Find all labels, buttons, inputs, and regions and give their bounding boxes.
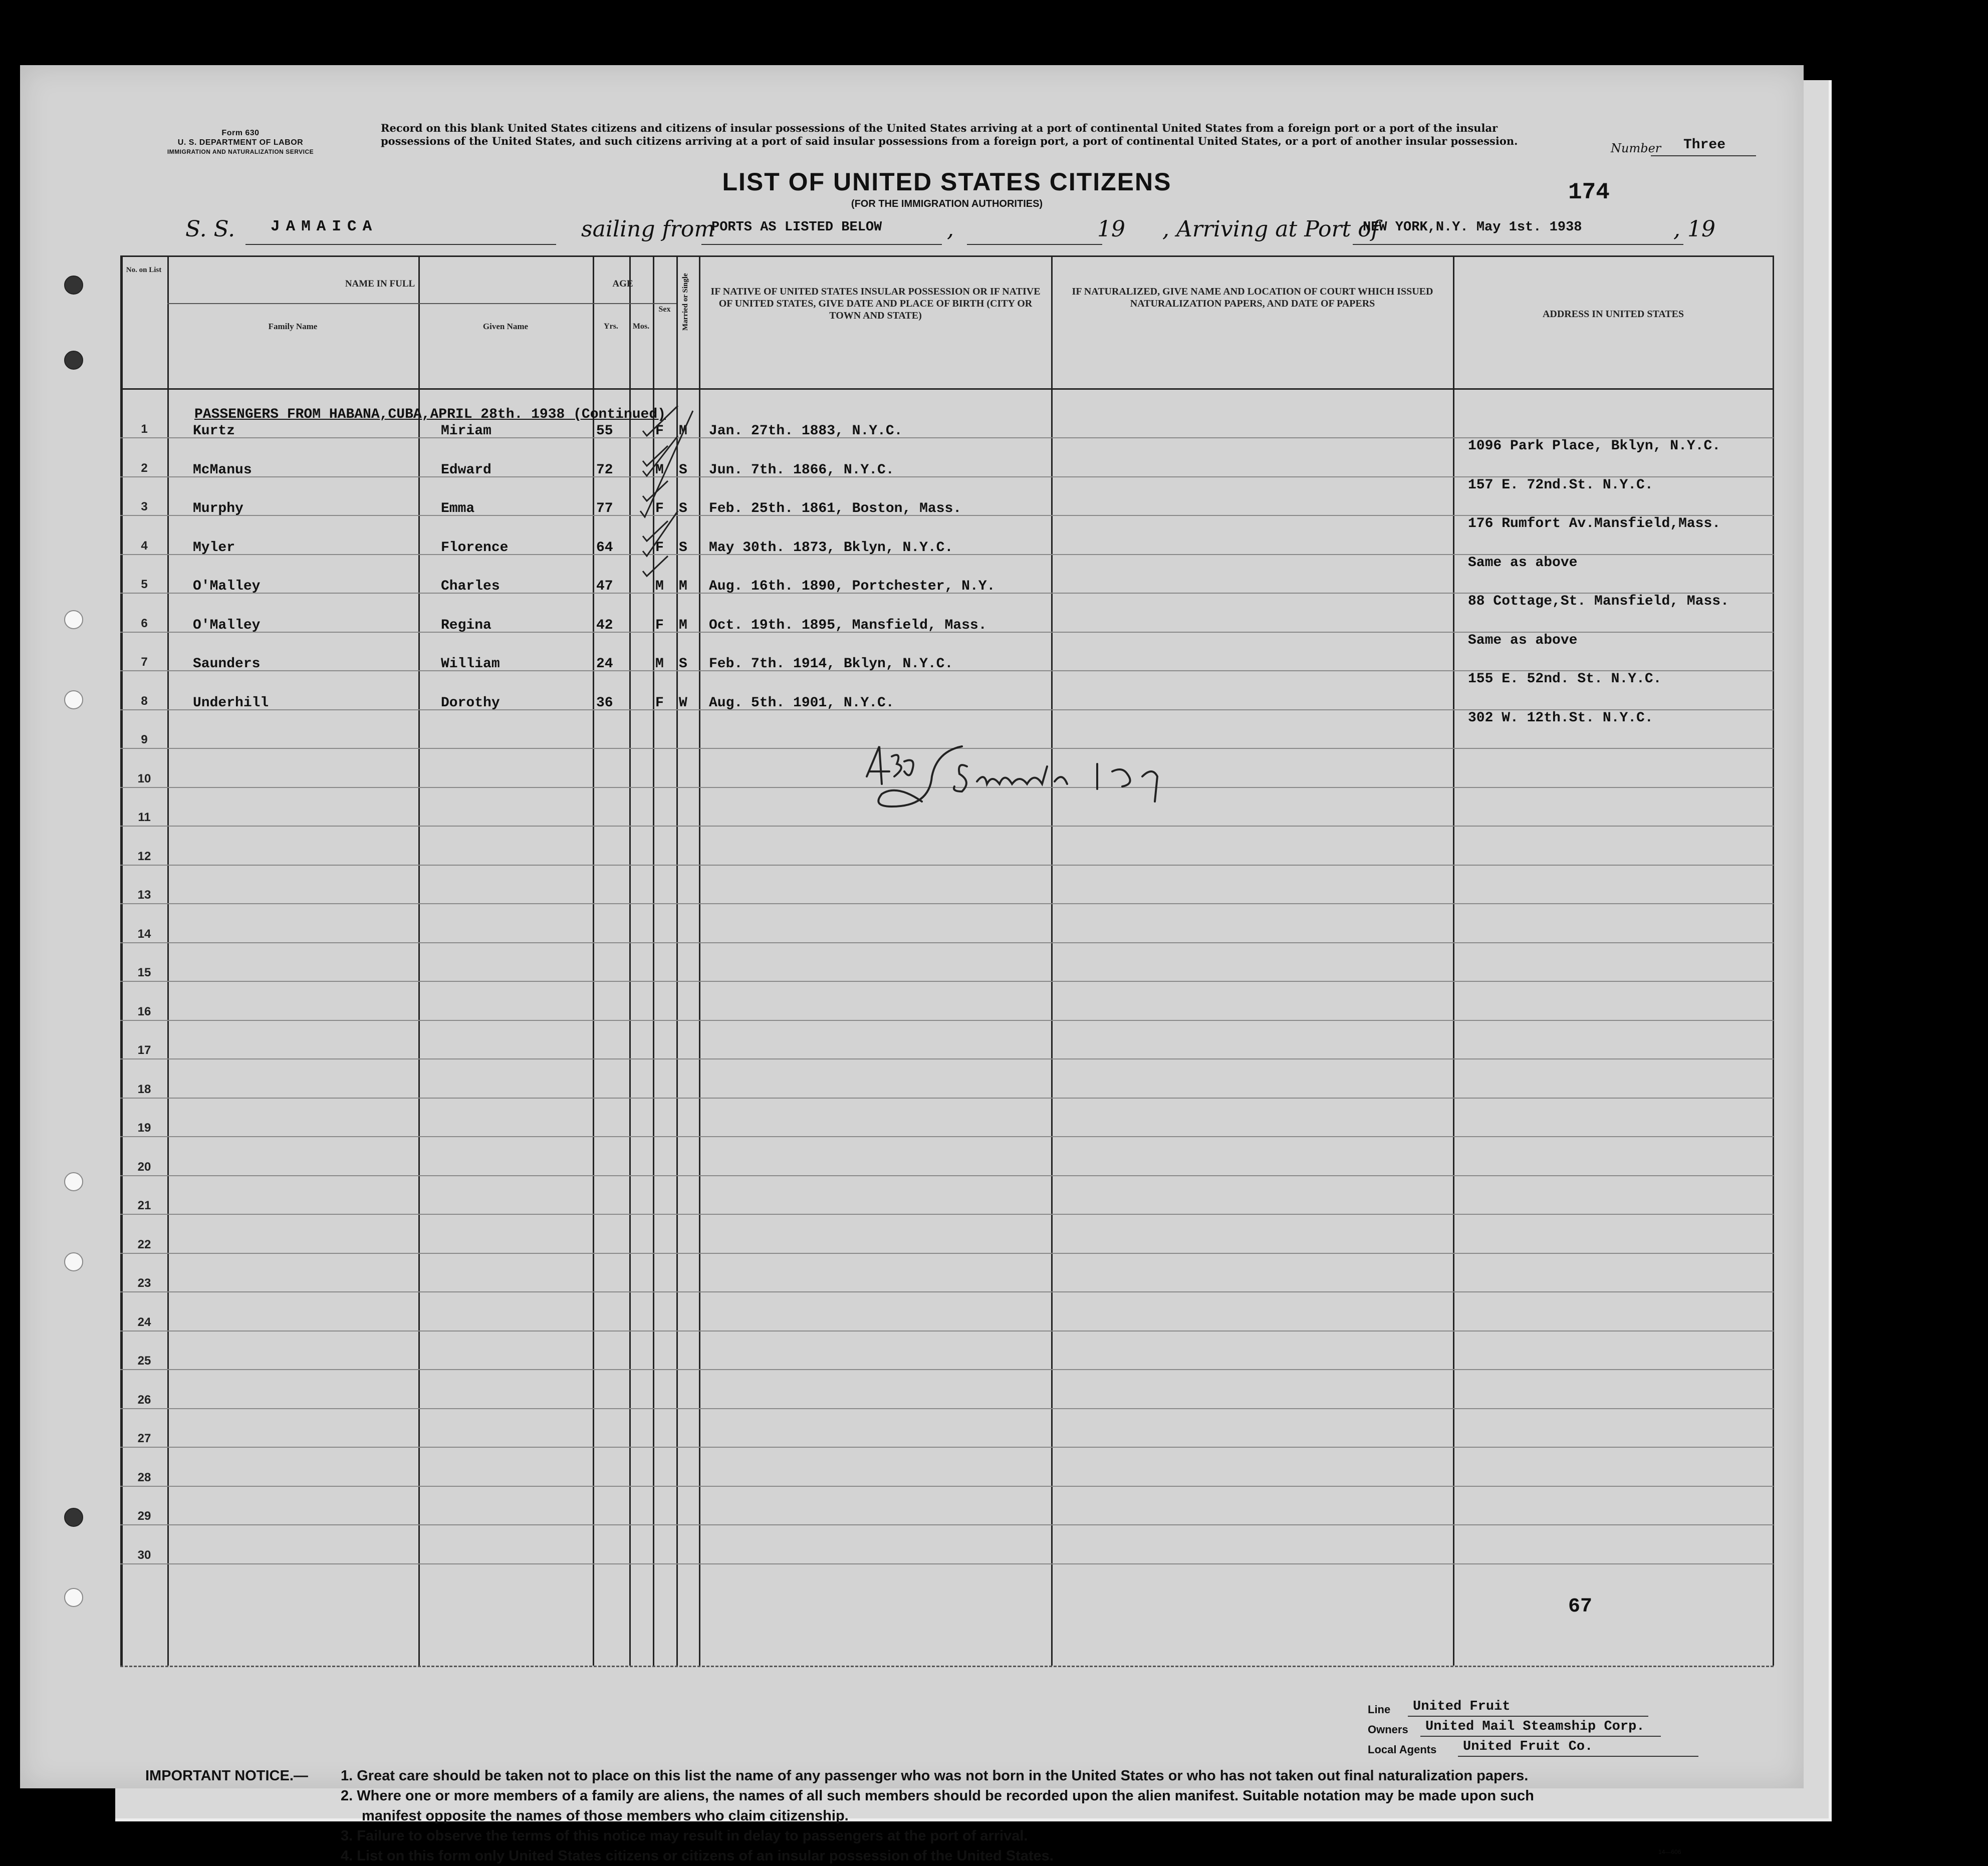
page-subtitle: (FOR THE IMMIGRATION AUTHORITIES) xyxy=(851,198,1043,209)
row-rule xyxy=(120,1020,1774,1021)
header-bottom-rule xyxy=(120,388,1774,390)
binder-hole xyxy=(64,1172,83,1191)
year-label: 19 xyxy=(1097,216,1125,242)
cell-ms: M xyxy=(679,423,687,439)
cell-family: O'Malley xyxy=(193,579,261,594)
inspector-signature xyxy=(862,736,1242,824)
cell-sex: F xyxy=(655,540,664,556)
header-rule xyxy=(167,303,676,304)
cell-given: Dorothy xyxy=(441,695,500,711)
line-label: Line xyxy=(1368,1703,1391,1716)
ship-name: JAMAICA xyxy=(271,218,378,235)
header-sex: Sex xyxy=(658,305,671,314)
cell-yrs: 64 xyxy=(596,540,613,556)
row-number: 23 xyxy=(137,1276,151,1290)
owners-label: Owners xyxy=(1368,1723,1408,1736)
department-name: U. S. DEPARTMENT OF LABOR xyxy=(177,138,304,147)
row-rule xyxy=(120,865,1774,866)
cell-birth: Aug. 16th. 1890, Portchester, N.Y. xyxy=(709,579,996,594)
binder-hole xyxy=(64,1508,83,1527)
cell-given: Regina xyxy=(441,617,491,633)
row-rule xyxy=(120,1524,1774,1525)
row-rule xyxy=(120,1447,1774,1448)
row-number: 21 xyxy=(137,1199,151,1212)
line-value: United Fruit xyxy=(1413,1699,1511,1714)
agents-underline xyxy=(1458,1756,1698,1757)
ss-prefix: S. S. xyxy=(185,216,235,242)
row-rule xyxy=(120,1136,1774,1137)
cell-yrs: 72 xyxy=(596,462,613,478)
arriving-value: NEW YORK,N.Y. May 1st. 1938 xyxy=(1363,220,1582,235)
binder-hole xyxy=(64,610,83,629)
cell-birth: May 30th. 1873, Bklyn, N.Y.C. xyxy=(709,540,953,556)
row-number: 3 xyxy=(141,500,148,513)
cell-yrs: 55 xyxy=(596,423,613,439)
cell-yrs: 24 xyxy=(596,656,613,672)
cell-birth: Jan. 27th. 1883, N.Y.C. xyxy=(709,423,903,439)
service-name: IMMIGRATION AND NATURALIZATION SERVICE xyxy=(167,148,314,155)
page-number: 174 xyxy=(1568,179,1610,205)
cell-ms: S xyxy=(679,501,687,516)
row-number: 2 xyxy=(141,461,148,475)
cell-address: 157 E. 72nd.St. N.Y.C. xyxy=(1468,477,1653,493)
cell-ms: S xyxy=(679,656,687,672)
important-notice-lead: IMPORTANT NOTICE.— xyxy=(145,1768,308,1784)
check-marks xyxy=(593,406,713,576)
passenger-table xyxy=(120,255,1774,1666)
header-birth: IF NATIVE OF UNITED STATES INSULAR POSSESSION OR IF NATIVE OF UNITED STATES, GIVE DATE AND PLACE OF BIRTH (CITY OR TOWN AND STATE) xyxy=(710,286,1041,321)
row-rule xyxy=(120,1058,1774,1059)
cell-sex: M xyxy=(655,579,664,594)
cell-address: 88 Cottage,St. Mansfield, Mass. xyxy=(1468,594,1729,609)
cell-address: 155 E. 52nd. St. N.Y.C. xyxy=(1468,671,1662,687)
section-heading: PASSENGERS FROM HABANA,CUBA,APRIL 28th. 1938 (Continued) xyxy=(194,407,666,422)
number-value: Three xyxy=(1683,137,1726,153)
cell-ms: M xyxy=(679,617,687,633)
row-rule xyxy=(120,1098,1774,1099)
footer-code: 14—606 xyxy=(1658,1848,1681,1855)
cell-address: 302 W. 12th.St. N.Y.C. xyxy=(1468,710,1653,726)
row-rule xyxy=(120,1214,1774,1215)
row-number: 8 xyxy=(141,694,148,708)
column-rule xyxy=(1773,255,1774,1666)
header-naturalized: IF NATURALIZED, GIVE NAME AND LOCATION OF COURT WHICH ISSUED NATURALIZATION PAPERS, AND DATE OF PAPERS xyxy=(1072,286,1433,309)
row-number: 24 xyxy=(137,1315,151,1329)
row-number: 12 xyxy=(137,849,151,863)
row-number: 11 xyxy=(138,811,151,824)
header-address: ADDRESS IN UNITED STATES xyxy=(1542,309,1684,320)
notice-item-2-continued: manifest opposite the names of those members who claim citizenship. xyxy=(362,1808,849,1824)
row-number: 14 xyxy=(137,927,151,941)
cell-birth: Oct. 19th. 1895, Mansfield, Mass. xyxy=(709,617,987,633)
cell-sex: F xyxy=(655,695,664,711)
cell-ms: W xyxy=(679,695,687,711)
sailing-underline xyxy=(701,244,942,245)
row-number: 19 xyxy=(137,1121,151,1135)
row-number: 9 xyxy=(141,733,148,746)
cell-family: Underhill xyxy=(193,695,269,711)
cell-given: William xyxy=(441,656,500,672)
cell-birth: Feb. 7th. 1914, Bklyn, N.Y.C. xyxy=(709,656,953,672)
header-no-on-list: No. on List xyxy=(126,266,162,274)
binder-hole xyxy=(64,351,83,370)
row-rule xyxy=(120,1175,1774,1176)
row-number: 16 xyxy=(137,1004,151,1018)
cell-yrs: 77 xyxy=(596,501,613,516)
sailing-from-label: sailing from xyxy=(581,216,715,242)
row-number: 4 xyxy=(141,539,148,553)
cell-sex: F xyxy=(655,501,664,516)
row-number: 7 xyxy=(141,655,148,669)
binder-hole xyxy=(64,276,83,295)
row-number: 27 xyxy=(137,1432,151,1445)
cell-sex: F xyxy=(655,423,664,439)
signature-scrawl xyxy=(862,736,1242,822)
row-number: 28 xyxy=(137,1470,151,1484)
cell-family: Saunders xyxy=(193,656,261,672)
page-title: LIST OF UNITED STATES CITIZENS xyxy=(722,168,1172,196)
row-rule xyxy=(120,1291,1774,1292)
column-rule xyxy=(418,255,420,1666)
row-rule xyxy=(120,826,1774,827)
row-number: 30 xyxy=(137,1548,151,1562)
row-number: 5 xyxy=(141,578,148,591)
cell-birth: Feb. 25th. 1861, Boston, Mass. xyxy=(709,501,962,516)
header-yrs: Yrs. xyxy=(604,322,618,331)
line-underline xyxy=(1408,1716,1648,1717)
cell-family: Myler xyxy=(193,540,235,556)
row-number: 29 xyxy=(137,1509,151,1523)
comma: , xyxy=(947,216,954,242)
row-rule xyxy=(120,1253,1774,1254)
binder-hole xyxy=(64,1588,83,1607)
manifest-page xyxy=(20,65,1804,1864)
row-number: 25 xyxy=(137,1354,151,1368)
cell-family: McManus xyxy=(193,462,252,478)
cell-yrs: 42 xyxy=(596,617,613,633)
cell-ms: S xyxy=(679,540,687,556)
record-notice: Record on this blank United States citizens and citizens of insular possessions of the United States arriving at a port of continental United States from a foreign port or a port of the insular possessions of the United States, and such citizens arriving at a port of said insular possessions from a foreign port, a port of continental United States, or a port of another insular possession. xyxy=(381,122,1518,147)
cell-sex: M xyxy=(655,656,664,672)
form-label xyxy=(135,128,346,157)
ship-underline xyxy=(245,244,556,245)
row-rule xyxy=(120,1369,1774,1370)
cell-address: 176 Rumfort Av.Mansfield,Mass. xyxy=(1468,516,1721,531)
number-label: Number xyxy=(1611,141,1661,155)
row-rule xyxy=(120,1563,1774,1564)
header-given-name: Given Name xyxy=(482,322,529,331)
row-number: 13 xyxy=(137,888,151,902)
row-rule xyxy=(120,981,1774,982)
notice-item-2: 2. Where one or more members of a family are aliens, the names of all such members should be recorded upon the alien manifest. Suitable notation may be made upon such xyxy=(341,1788,1534,1804)
binder-hole xyxy=(64,690,83,709)
row-number: 15 xyxy=(137,966,151,979)
row-number: 17 xyxy=(137,1043,151,1057)
owners-value: United Mail Steamship Corp. xyxy=(1425,1719,1645,1734)
arriving-label: , Arriving at Port of xyxy=(1162,216,1379,242)
cell-sex: F xyxy=(655,617,664,633)
cell-yrs: 36 xyxy=(596,695,613,711)
cell-given: Miriam xyxy=(441,423,491,439)
year-label-2: , 19 xyxy=(1673,216,1715,242)
column-rule xyxy=(1051,255,1053,1666)
cell-address: Same as above xyxy=(1468,632,1578,648)
row-number: 18 xyxy=(137,1082,151,1096)
table-bottom-border xyxy=(120,1666,1774,1667)
cell-family: O'Malley xyxy=(193,617,261,633)
cell-given: Charles xyxy=(441,579,500,594)
column-rule xyxy=(167,255,169,1666)
number-underline xyxy=(1651,155,1756,156)
row-rule xyxy=(120,1330,1774,1331)
date-underline xyxy=(967,244,1102,245)
binder-hole xyxy=(64,1252,83,1271)
row-number: 10 xyxy=(137,771,151,785)
row-rule xyxy=(120,942,1774,943)
agents-label: Local Agents xyxy=(1368,1743,1437,1756)
cell-family: Kurtz xyxy=(193,423,235,439)
sailing-from-value: PORTS AS LISTED BELOW xyxy=(711,220,882,235)
header-age: AGE xyxy=(612,279,633,289)
notice-item-1: 1. Great care should be taken not to place on this list the name of any passenger who was not born in the United States or who has not taken out final naturalization papers. xyxy=(341,1768,1529,1784)
cell-ms: S xyxy=(679,462,687,478)
owners-underline xyxy=(1420,1736,1661,1737)
cell-address: Same as above xyxy=(1468,555,1578,571)
sheet-code: 67 xyxy=(1568,1595,1593,1618)
header-married-single: Married or Single xyxy=(681,273,689,331)
row-rule xyxy=(120,1408,1774,1409)
cell-birth: Aug. 5th. 1901, N.Y.C. xyxy=(709,695,894,711)
cell-given: Florence xyxy=(441,540,509,556)
cell-given: Emma xyxy=(441,501,475,516)
row-number: 26 xyxy=(137,1393,151,1407)
column-rule xyxy=(1453,255,1454,1666)
header-name-in-full: NAME IN FULL xyxy=(345,279,415,289)
cell-ms: M xyxy=(679,579,687,594)
row-number: 1 xyxy=(141,422,148,436)
cell-sex: M xyxy=(655,462,664,478)
cell-given: Edward xyxy=(441,462,491,478)
cell-birth: Jun. 7th. 1866, N.Y.C. xyxy=(709,462,894,478)
row-rule xyxy=(120,903,1774,904)
notice-item-4: 4. List on this form only United States citizens or citizens of an insular possession of the United States. xyxy=(341,1848,1054,1864)
table-top-rule xyxy=(120,255,1774,257)
row-number: 6 xyxy=(141,616,148,630)
cell-address: 1096 Park Place, Bklyn, N.Y.C. xyxy=(1468,438,1721,454)
column-rule xyxy=(120,255,123,1666)
row-number: 20 xyxy=(137,1160,151,1174)
agents-value: United Fruit Co. xyxy=(1463,1739,1593,1754)
cell-family: Murphy xyxy=(193,501,243,516)
form-number: Form 630 xyxy=(221,129,260,137)
arriving-underline xyxy=(1353,244,1683,245)
cell-yrs: 47 xyxy=(596,579,613,594)
header-family-name: Family Name xyxy=(268,322,318,331)
notice-item-3: 3. Failure to observe the terms of this notice may result in delay to passengers at the port of arrival. xyxy=(341,1828,1028,1844)
row-number: 22 xyxy=(137,1237,151,1251)
header-mos: Mos. xyxy=(632,322,650,331)
row-rule xyxy=(120,1486,1774,1487)
